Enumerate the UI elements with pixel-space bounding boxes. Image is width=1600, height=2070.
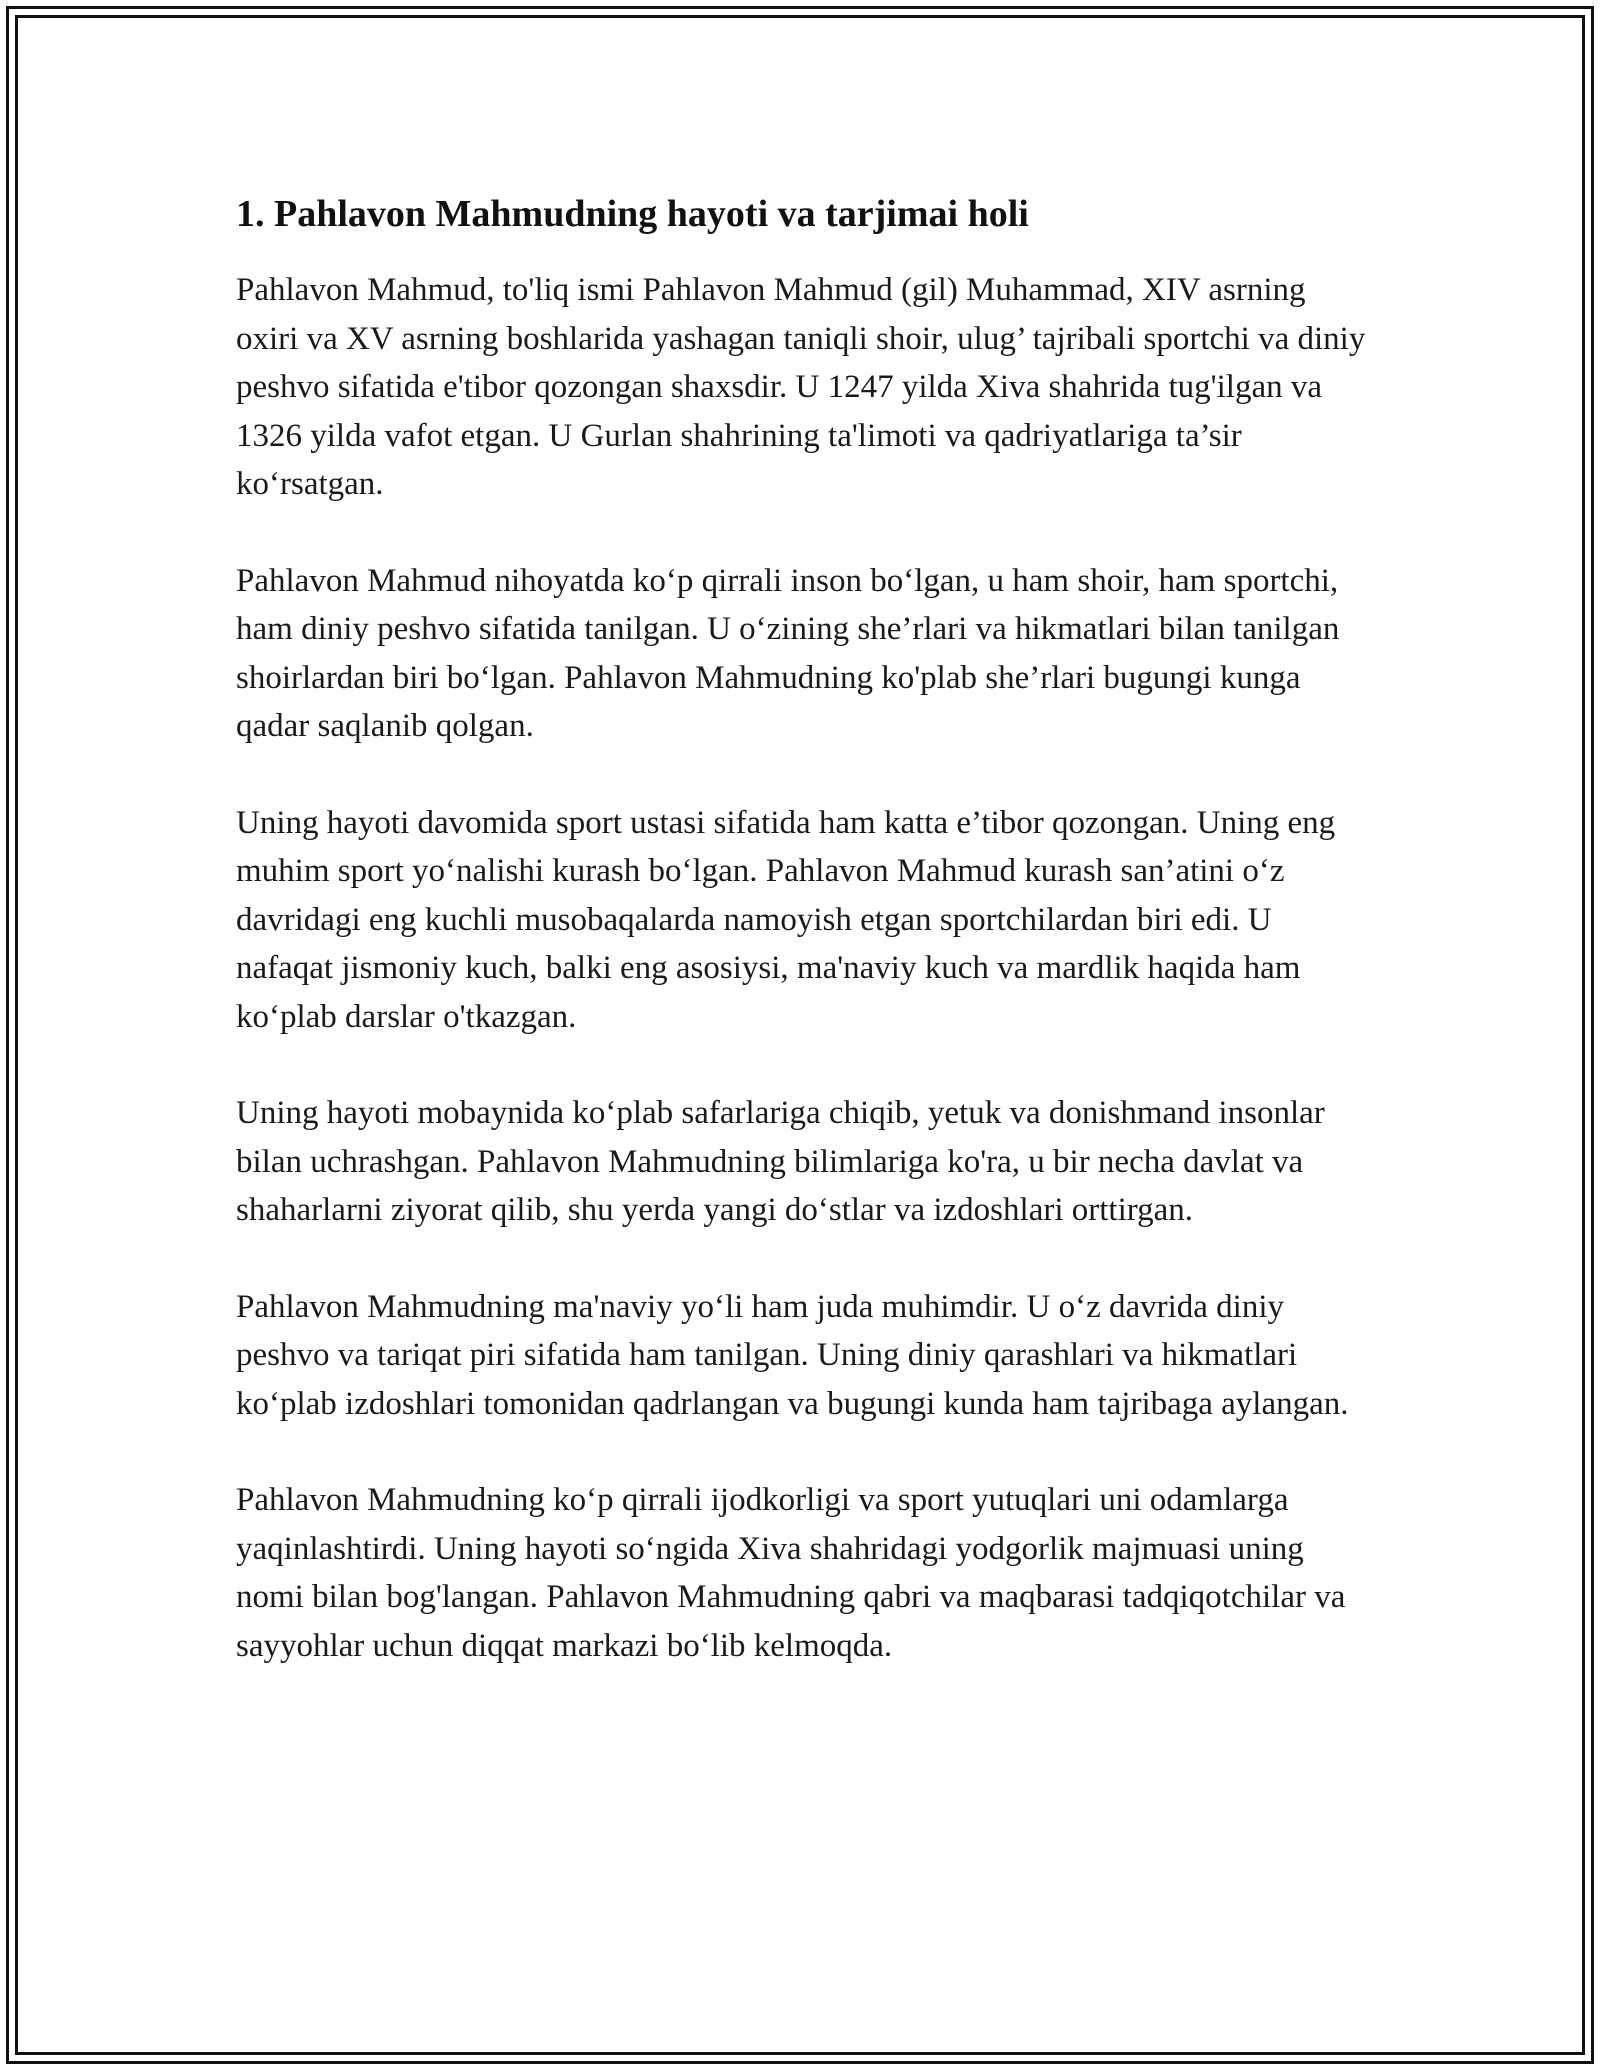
paragraph-2: Pahlavon Mahmud nihoyatda ko‘p qirrali inson bo‘lgan, u ham shoir, ham sportchi, ham diniy peshvo sifatida tanilgan. U o‘zining she’rlari va hikmatlari bilan tanilgan shoirlardan biri bo‘lgan. Pahlavon Mahmudning ko'plab she’rlari bugungi kunga qadar saqlanib qolgan.: [236, 562, 1340, 744]
paragraph-4: Uning hayoti mobaynida ko‘plab safarlariga chiqib, yetuk va donishmand insonlar bilan uchrashgan. Pahlavon Mahmudning bilimlariga ko'ra, u bir necha davlat va shaharlarni ziyorat qilib, shu yerda yangi do‘stlar va izdoshlari orttirgan.: [236, 1095, 1325, 1228]
paragraph-6: Pahlavon Mahmudning ko‘p qirrali ijodkorligi va sport yutuqlari uni odamlarga yaqinlashtirdi. Uning hayoti so‘ngida Xiva shahridagi yodgorlik majmuasi uning nomi bilan bog'langan. Pahlavon Mahmudning qabri va maqbarasi tadqiqotchilar va sayyohlar uchun diqqat markazi bo‘lib kelmoqda.: [236, 1482, 1346, 1664]
paragraph-3: Uning hayoti davomida sport ustasi sifatida ham katta e’tibor qozongan. Uning eng muhim sport yo‘nalishi kurash bo‘lgan. Pahlavon Mahmud kurash san’atini o‘z davridagi eng kuchli musobaqalarda namoyish etgan sportchilardan biri edi. U nafaqat jismoniy kuch, balki eng asosiysi, ma'naviy kuch va mardlik haqida ham ko‘plab darslar o'tkazgan.: [236, 804, 1336, 1035]
paragraph-5: Pahlavon Mahmudning ma'naviy yo‘li ham juda muhimdir. U o‘z davrida diniy peshvo va tariqat piri sifatida ham tanilgan. Uning diniy qarashlari va hikmatlari ko‘plab izdoshlari tomonidan qadrlangan va bugungi kunda ham tajribaga aylangan.: [236, 1288, 1349, 1422]
document-body: [236, 188, 1366, 1718]
section-heading: 1. Pahlavon Mahmudning hayoti va tarjimai holi: [236, 193, 1029, 235]
paragraph-1: Pahlavon Mahmud, to'liq ismi Pahlavon Mahmud (gil) Muhammad, XIV asrning oxiri va XV asrning boshlarida yashagan taniqli shoir, ulug’ tajribali sportchi va diniy peshvo sifatida e'tibor qozongan shaxsdir. U 1247 yilda Xiva shahrida tug'ilgan va 1326 yilda vafot etgan. U Gurlan shahrining ta'limoti va qadriyatlariga ta’sir ko‘rsatgan.: [236, 272, 1366, 502]
